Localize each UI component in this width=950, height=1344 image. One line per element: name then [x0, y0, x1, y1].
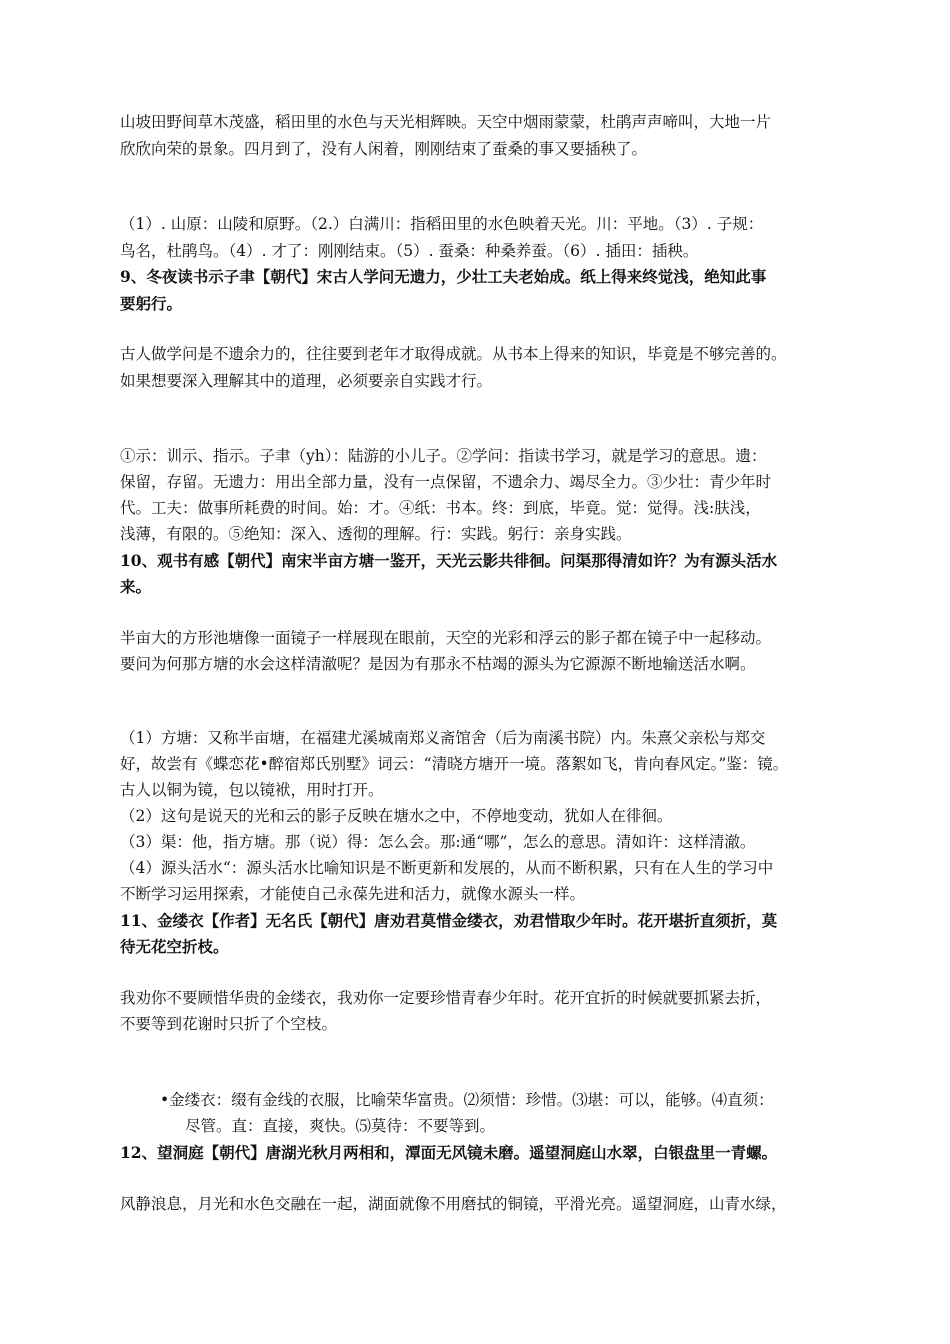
translation-line: 要问为何那方塘的水会这样清澈呢？是因为有那永不枯竭的源头为它源源不断地输送活水啊。	[120, 655, 756, 673]
poem-heading: 待无花空折枝。	[120, 937, 229, 956]
annotation-line: •金缕衣：缀有金线的衣服，比喻荣华富贵。⑵须惜：珍惜。⑶堪：可以，能够。⑷直须：	[160, 1091, 774, 1109]
translation-line: 风静浪息，月光和水色交融在一起，湖面就像不用磨拭的铜镜，平滑光亮。遥望洞庭，山青水绿，	[120, 1195, 787, 1213]
annotation-line: （4）源头活水“：源头活水比喻知识是不断更新和发展的，从而不断积累，只有在人生的学习中	[120, 859, 774, 877]
annotation-line: 浅薄，有限的。⑤绝知：深入、透彻的理解。行：实践。躬行：亲身实践。	[120, 525, 632, 543]
translation-line: 不要等到花谢时只折了个空枝。	[120, 1015, 338, 1033]
annotation-line: （1）. 山原：山陵和原野。（2.）白满川：指稻田里的水色映着天光。川：平地。（3）. 子规：	[120, 215, 764, 233]
text-line: 山坡田野间草木茂盛，稻田里的水色与天光相辉映。天空中烟雨蒙蒙，杜鹃声声啼叫，大地一片	[120, 113, 772, 131]
poem-heading: 来。	[120, 577, 152, 596]
text-line: 欣欣向荣的景象。四月到了，没有人闲着，刚刚结束了蚕桑的事又要插秧了。	[120, 140, 648, 158]
annotation-line: 鸟名，杜鹃鸟。（4）. 才了：刚刚结束。（5）. 蚕桑：种桑养蚕。（6）. 插田：插秧。	[120, 242, 699, 260]
translation-line: 半亩大的方形池塘像一面镜子一样展现在眼前，天空的光彩和浮云的影子都在镜子中一起移动。	[120, 629, 772, 647]
annotation-line: 尽管。直：直接，爽快。⑸莫待：不要等到。	[185, 1117, 496, 1135]
annotation-line: 不断学习运用探索，才能使自己永葆先进和活力，就像水源头一样。	[120, 885, 586, 903]
annotation-line: ①示：训示、指示。子聿（yh）：陆游的小儿子。②学问：指读书学习，就是学习的意思。遗：	[120, 447, 767, 465]
poem-heading: 9、冬夜读书示子聿【朝代】宋古人学问无遗力，少壮工夫老始成。纸上得来终觉浅，绝知此事	[120, 267, 767, 286]
annotation-line: （2）这句是说天的光和云的影子反映在塘水之中，不停地变动，犹如人在徘徊。	[120, 807, 673, 825]
translation-line: 古人做学问是不遗余力的，往往要到老年才取得成就。从书本上得来的知识，毕竟是不够完善的。	[120, 345, 787, 363]
annotation-line: 保留，存留。无遗力：用出全部力量，没有一点保留，不遗余力、竭尽全力。③少壮：青少年时	[120, 473, 772, 491]
annotation-line: （3）渠：他，指方塘。那（说）得：怎么会。那:通“哪”，怎么的意思。清如许：这样清澈。	[120, 833, 756, 851]
annotation-line: 代。工夫：做事所耗费的时间。始：才。④纸：书本。终：到底，毕竟。觉：觉得。浅:肤浅，	[120, 499, 761, 517]
poem-heading: 10、观书有感【朝代】南宋半亩方塘一鉴开，天光云影共徘徊。问渠那得清如许？为有源头活水	[120, 551, 778, 570]
poem-heading: 12、望洞庭【朝代】唐湖光秋月两相和，潭面无风镜未磨。遥望洞庭山水翠，白银盘里一青螺。	[120, 1143, 778, 1162]
translation-line: 我劝你不要顾惜华贵的金缕衣，我劝你一定要珍惜青春少年时。花开宜折的时候就要抓紧去折，	[120, 989, 772, 1007]
poem-heading: 要躬行。	[120, 294, 183, 313]
annotation-line: （1）方塘：又称半亩塘，在福建尤溪城南郑义斋馆舍（后为南溪书院）内。朱熹父亲松与郑交	[120, 729, 766, 747]
translation-line: 如果想要深入理解其中的道理，必须要亲自实践才行。	[120, 372, 493, 390]
annotation-line: 古人以铜为镜，包以镜袱，用时打开。	[120, 781, 384, 799]
poem-heading: 11、金缕衣【作者】无名氏【朝代】唐劝君莫惜金缕衣，劝君惜取少年时。花开堪折直须折，莫	[120, 911, 778, 930]
annotation-line: 好，故尝有《蝶恋花•醉宿郑氏别墅》词云：“清晓方塘开一境。落絮如飞，肯向春风定。”鉴：镜。	[120, 755, 789, 773]
